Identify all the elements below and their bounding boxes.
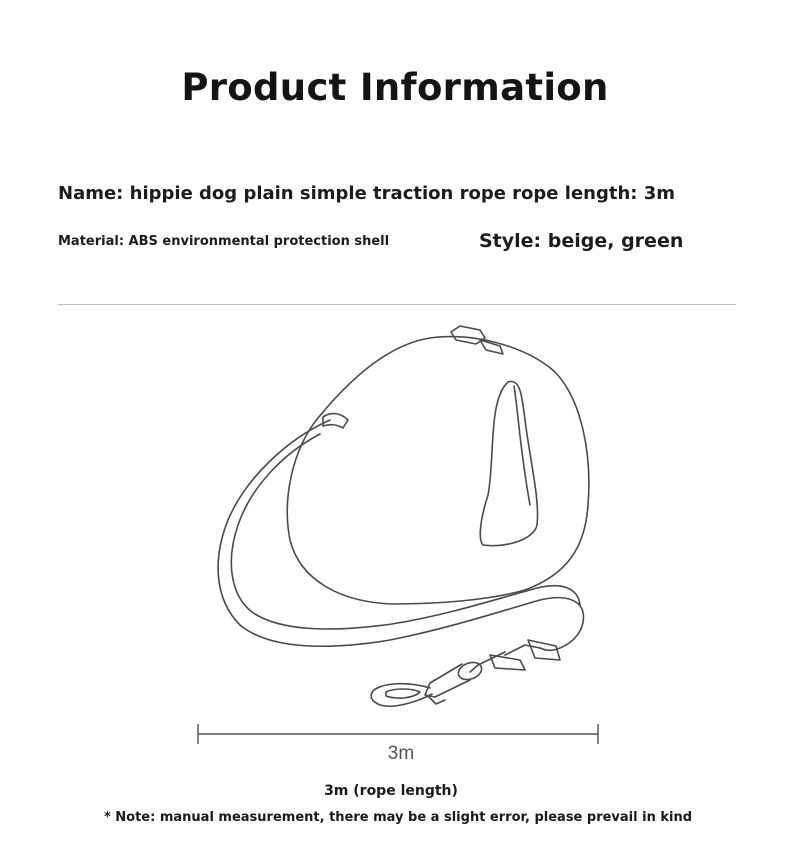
product-material: Material: ABS environmental protection shell — [58, 234, 390, 249]
measure-label: 3m — [387, 743, 415, 764]
measurement-note: * Note: manual measurement, there may be a slight error, please prevail in kind — [103, 810, 693, 825]
section-divider — [58, 304, 736, 305]
retractable-leash-icon — [150, 315, 640, 735]
rope-length-caption: 3m (rope length) — [324, 783, 458, 799]
page-title: Product Information — [181, 66, 609, 109]
product-name: Name: hippie dog plain simple traction rope rope length: 3m — [58, 183, 676, 204]
product-style: Style: beige, green — [479, 230, 684, 252]
